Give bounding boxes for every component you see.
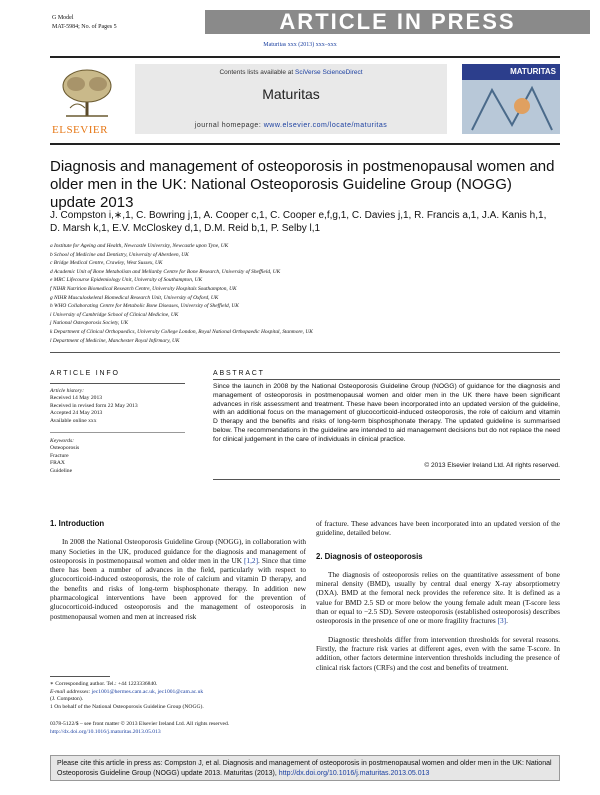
affiliation: a Institute for Ageing and Health, Newcastle University, Newcastle upon Tyne, UK	[50, 243, 229, 249]
abstract-heading: ABSTRACT	[213, 370, 265, 377]
issn-block	[50, 721, 306, 736]
affiliations	[50, 242, 560, 345]
left-column	[50, 519, 306, 621]
history-item: Available online xxx	[50, 417, 97, 424]
header-rule	[50, 56, 560, 58]
gmodel-label: G Model	[52, 15, 74, 21]
contents-prefix: Contents lists available at	[219, 69, 294, 76]
info-divider	[50, 432, 185, 433]
footnote-rule	[50, 676, 110, 677]
article-in-press-banner: ARTICLE IN PRESS	[205, 10, 590, 34]
info-rule	[50, 383, 185, 384]
right-column	[316, 519, 560, 672]
diagnosis-heading: 2. Diagnosis of osteoporosis	[316, 551, 423, 561]
citation-box	[50, 755, 560, 781]
affiliation: l Department of Medicine, Manchester Royal Infirmary, UK	[50, 337, 180, 344]
affiliation: f NIHR Nutrition Biomedical Research Centre, University Hospitals Southampton, UK	[50, 285, 237, 292]
history-item: Accepted 24 May 2013	[50, 410, 103, 417]
article-info	[50, 370, 185, 476]
doi-link[interactable]: http://dx.doi.org/10.1016/j.maturitas.2013.05.013	[50, 728, 161, 735]
journal-title: Maturitas	[262, 86, 320, 102]
diagnosis-paragraph: Diagnostic thresholds differ from intervention thresholds for several reasons. Firstly, the fracture risk varies at different ages, even with the same T-score. In addition, other factors determine intervention thresholds including the presence of clinical risk factors (CRFs) and the cost and benefits of treatment.	[316, 634, 560, 672]
diagnosis-text: The diagnosis of osteoporosis relies on the quantitative assessment of bone mineral density (BMD), usually by central dual energy X-ray absorptiometry (DXA). BMD at the femoral neck provides the reference site. It is defined as a value for BMD 2.5 SD or more below the young female adult mean (T-score less than or equal to −2.5 SD). Severe osteoporosis (established osteoporosis) describes osteoporosis in the presence of one or more fragility fractures	[316, 569, 560, 626]
diagnosis-period: .	[506, 616, 508, 626]
keyword: Guideline	[50, 467, 73, 474]
affiliation: d Academic Unit of Bone Metabolism and Mellanby Centre for Bone Research, University of Sheffield, UK	[50, 268, 281, 275]
keywords-label: Keywords:	[50, 437, 75, 444]
journal-cover-image	[462, 64, 560, 134]
history-item: Received 14 May 2013	[50, 395, 103, 402]
article-title: Diagnosis and management of osteoporosis in postmenopausal women and older men in the UK: National Osteoporosis Guideline Group (NOGG) update 2013	[50, 158, 555, 211]
publisher-name: ELSEVIER	[52, 124, 108, 136]
cover-title: MATURITAS	[462, 64, 560, 80]
email-links[interactable]: jec1001@hermes.cam.ac.uk, jec1001@cam.ac.uk	[91, 688, 204, 695]
keyword: FRAX	[50, 460, 65, 467]
abstract-bottom-rule	[213, 479, 560, 480]
abstract-rule	[213, 379, 560, 380]
manuscript-meta	[52, 14, 117, 32]
intro-text: In 2008 the National Osteoporosis Guideline Group (NOGG), in collaboration with many Societies in the UK, produced guidance for the diagnosis and management of osteoporosis in postmenopausal women and older men in the UK	[50, 537, 306, 565]
history-label: Article history:	[50, 387, 85, 394]
email-label: E-mail addresses:	[50, 688, 91, 695]
citation-text: Please cite this article in press as: Compston J, et al. Diagnosis and management of osteoporosis in postmenopausal women and older men in the UK: National Osteoporosis Guideline Group (NOGG) update 2013. Maturitas (2013),	[57, 760, 552, 777]
affiliation: j National Osteoporosis Society, UK	[50, 320, 129, 327]
journal-homepage	[135, 122, 447, 129]
footnotes	[50, 681, 306, 711]
affiliation: b School of Medicine and Dentistry, University of Aberdeen, UK	[50, 251, 189, 258]
citation-link[interactable]: [3]	[497, 616, 507, 626]
ms-code: MAT-5984;	[52, 24, 80, 30]
cover-art-icon	[462, 80, 560, 134]
affiliation: e MRC Lifecourse Epidemiology Unit, University of Southampton, UK	[50, 277, 203, 284]
citation-doi-link[interactable]: http://dx.doi.org/10.1016/j.maturitas.2013.05.013	[278, 769, 430, 777]
affiliation: i University of Cambridge School of Clinical Medicine, UK	[50, 311, 179, 318]
keyword: Osteoporosis	[50, 445, 80, 452]
diagnosis-paragraph	[316, 570, 560, 626]
authors-line: D. Marsh k,1, E.V. McCloskey d,1, D.M. Reid b,1, P. Selby l,1	[50, 223, 321, 234]
affiliation: c Bridge Medical Centre, Crawley, West Sussex, UK	[50, 260, 163, 267]
contents-line	[135, 69, 447, 76]
banner-bottom-rule	[50, 143, 560, 145]
abstract-text: Since the launch in 2008 by the National Osteoporosis Guideline Group (NOGG) of guidance for the diagnosis and management of osteoporosis in postmenopausal women and older men in the UK there have been significant advances in risk assessment and treatment. These have been incorporated into an updated version of the guideline, with an additional focus on the management of glucocorticoid-induced osteoporosis, the role of calcium and vitamin D therapy and the benefits and risks of long-term bisphosphonate therapy. The updated guideline is summarised below. The recommendations in the guideline are intended to aid management decisions but do not replace the need for clinical judgement in the care of individuals in clinical practice.	[213, 383, 560, 443]
intro-paragraph	[50, 537, 306, 621]
front-matter-rule	[50, 352, 560, 353]
homepage-link[interactable]: www.elsevier.com/locate/maturitas	[263, 122, 388, 129]
email-owner: (J. Compston).	[50, 696, 84, 703]
citation-link[interactable]: [1,2]	[244, 555, 259, 565]
author-list	[50, 209, 560, 235]
authors-line: J. Compston i,∗,1, C. Bowring j,1, A. Cooper c,1, C. Cooper e,f,g,1, C. Davies j,1, R. Francis a,1, J.A. Kanis h,1,	[50, 210, 547, 221]
introduction-heading: 1. Introduction	[50, 519, 105, 528]
issn-line: 0378-5122/$ – see front matter © 2013 Elsevier Ireland Ltd. All rights reserved.	[50, 721, 230, 727]
journal-reference[interactable]: Maturitas xxx (2013) xxx–xxx	[263, 42, 337, 48]
keyword: Fracture	[50, 452, 69, 459]
page-count: No. of Pages 5	[81, 24, 117, 30]
affiliation: h WHO Collaborating Centre for Metabolic Bone Diseases, University of Sheffield, UK	[50, 303, 239, 310]
corresponding-author: ∗ Corresponding author. Tel.: +44 1223336840.	[50, 681, 158, 687]
intro-text: . Since that time there has been a number of advances in the field, particularly with respect to glucocorticoid-induced osteoporosis, the role of calcium and vitamin D therapy, and the benefits and risks of long-term bisphosphonate therapy. In addition new pharmacological interventions have been approved for the prevention of glucocorticoid-induced osteoporosis and the management of osteoporosis in postmenopausal women and men at increased risk	[50, 555, 307, 621]
continued-paragraph: of fracture. These advances have been incorporated into an updated version of the guideline, detailed below.	[316, 519, 560, 538]
copyright: © 2013 Elsevier Ireland Ltd. All rights reserved.	[424, 462, 560, 469]
article-info-heading: ARTICLE INFO	[50, 370, 120, 377]
affiliation: g NIHR Musculoskeletal Biomedical Research Unit, University of Oxford, UK	[50, 294, 219, 301]
sciencedirect-link[interactable]: SciVerse ScienceDirect	[294, 69, 363, 76]
homepage-prefix: journal homepage:	[194, 122, 262, 129]
affiliation: k Department of Clinical Orthopaedics, University College London, Royal National Orthopaedic Hospital, Stanmore, UK	[50, 328, 313, 335]
behalf-note: 1 On behalf of the National Osteoporosis Guideline Group (NOGG).	[50, 703, 204, 710]
history-item: Received in revised form 22 May 2013	[50, 402, 138, 409]
